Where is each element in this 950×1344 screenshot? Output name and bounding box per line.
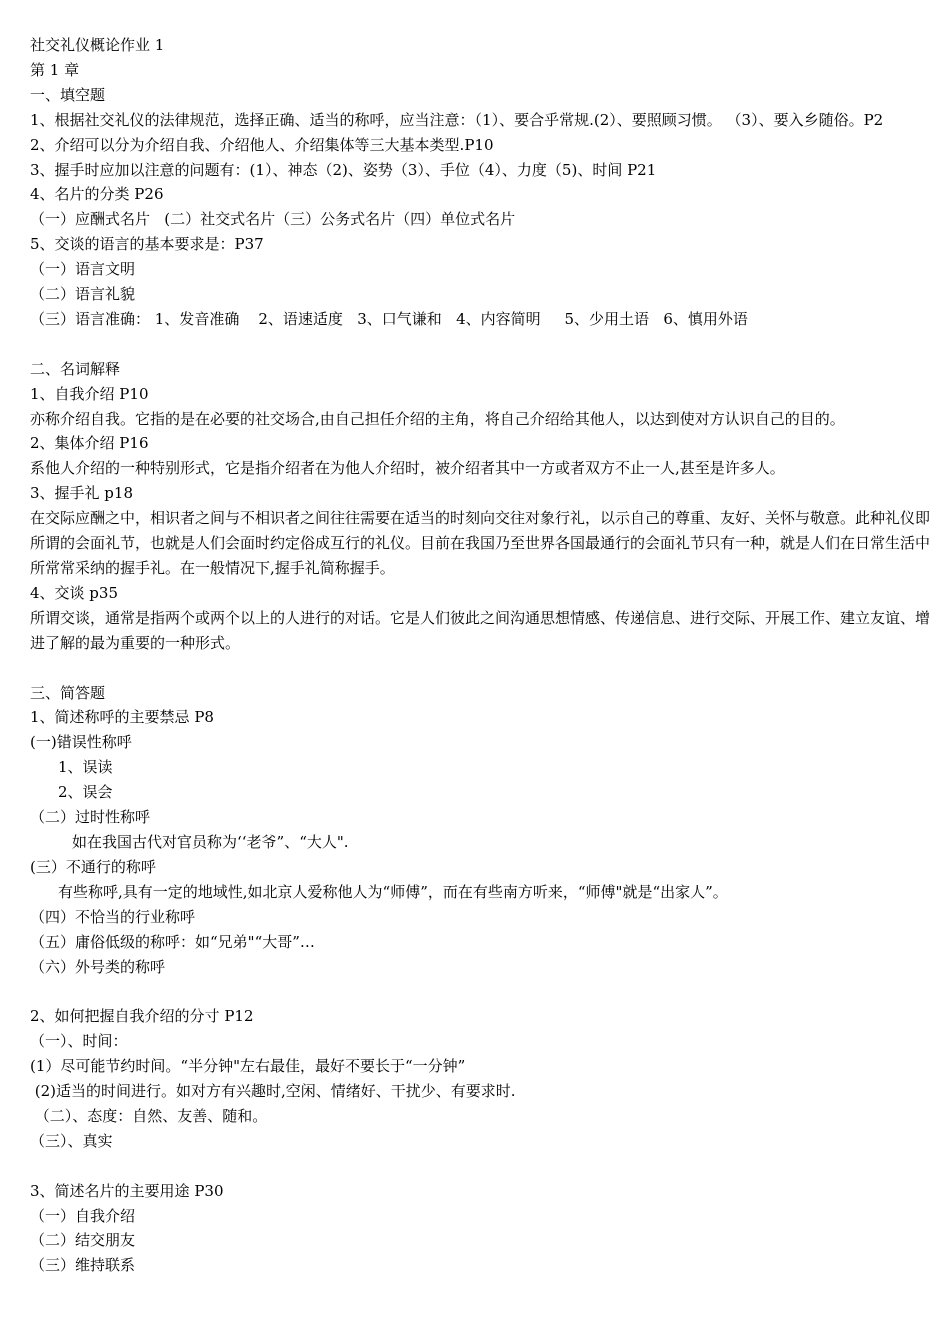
term-heading: 2、集体介绍 P16 [30,434,149,453]
fill-blank-q5-item: （一）语言文明 [30,260,136,279]
document-body [30,33,935,1278]
fill-blank-q4: 4、名片的分类 P26 [30,185,164,204]
answer-subitem: 2、误会 [58,783,113,802]
chapter-heading: 第 1 章 [30,60,80,79]
term-heading: 3、握手礼 p18 [30,484,134,503]
answer-subitem: 如在我国古代对官员称为‘‘老爷”、“大人". [72,832,349,851]
answer-item: （五）庸俗低级的称呼：如“兄弟"“大哥”… [30,932,315,951]
answer-subitem: (2)适当的时间进行。如对方有兴趣时,空闲、情绪好、干扰少、有要求时. [30,1082,516,1101]
answer-item: (一)错误性称呼 [30,733,132,752]
answer-item: （三）维持联系 [30,1256,136,1275]
term-heading: 1、自我介绍 P10 [30,384,149,403]
fill-blank-q2: 2、介绍可以分为介绍自我、介绍他人、介绍集体等三大基本类型.P10 [30,135,494,154]
blank-line [30,979,935,1004]
fill-blank-q3: 3、握手时应加以注意的问题有：(1）、神态（2)、姿势（3）、手位（4）、力度（5)、时间 P21 [30,160,657,179]
answer-item: （二）、态度：自然、友善、随和。 [30,1106,268,1125]
blank-line [30,1154,935,1179]
section-fill-blank-heading: 一、填空题 [30,85,106,104]
answer-subitem: 1、误读 [58,758,113,777]
answer-item: （二）过时性称呼 [30,808,151,827]
fill-blank-q5-item: （二）语言礼貌 [30,285,136,304]
short-answer-q3: 3、简述名片的主要用途 P30 [30,1181,224,1200]
term-heading: 4、交谈 p35 [30,583,119,602]
doc-title: 社交礼仪概论作业 1 [30,36,165,54]
section-terms-heading: 二、名词解释 [30,359,121,378]
answer-subitem: (1）尽可能节约时间。“半分钟"左右最佳，最好不要长于“一分钟” [30,1057,466,1076]
answer-item: （一）、时间： [30,1032,128,1051]
answer-item: （四）不恰当的行业称呼 [30,907,196,926]
fill-blank-q1: 1、根据社交礼仪的法律规范，选择正确、适当的称呼，应当注意：（1）、要合乎常规.(2）、要照顾习惯。 （3）、要入乡随俗。P2 [30,110,884,129]
answer-item: （三）、真实 [30,1131,113,1150]
answer-item: (三）不通行的称呼 [30,857,156,876]
blank-line [30,656,935,681]
blank-line [30,332,935,357]
term-definition: 所谓交谈，通常是指两个或两个以上的人进行的对话。它是人们彼此之间沟通思想情感、传递信息、进行交际、开展工作、建立友谊、增进了解的最为重要的一种形式。 [30,608,931,652]
short-answer-q2: 2、如何把握自我介绍的分寸 P12 [30,1007,254,1026]
term-definition: 系他人介绍的一种特别形式，它是指介绍者在为他人介绍时，被介绍者其中一方或者双方不止一人,甚至是许多人。 [30,459,785,478]
answer-item: （六）外号类的称呼 [30,957,166,976]
fill-blank-q4-answer: （一）应酬式名片 (二）社交式名片（三）公务式名片（四）单位式名片 [30,210,516,229]
answer-item: （一）自我介绍 [30,1206,136,1225]
answer-subitem: 有些称呼,具有一定的地域性,如北京人爱称他人为“师傅”，而在有些南方听来，“师傅"就是“出家人”。 [58,882,728,901]
fill-blank-q5-item: （三）语言准确： 1、发音准确 2、语速适度 3、口气谦和 4、内容简明 5、少用土语 6、慎用外语 [30,309,748,328]
term-definition: 在交际应酬之中，相识者之间与不相识者之间往往需要在适当的时刻向交往对象行礼，以示自己的尊重、友好、关怀与敬意。此种礼仪即所谓的会面礼节，也就是人们会面时约定俗成互行的礼仪。目前在我国乃至世界各国最通行的会面礼节只有一种，就是人们在日常生活中所常常采纳的握手礼。在一般情况下,握手礼简称握手。 [30,509,931,578]
fill-blank-q5: 5、交谈的语言的基本要求是：P37 [30,235,264,254]
short-answer-q1: 1、简述称呼的主要禁忌 P8 [30,708,214,727]
term-definition: 亦称介绍自我。它指的是在必要的社交场合,由自己担任介绍的主角，将自己介绍给其他人，以达到使对方认识自己的目的。 [30,409,845,428]
answer-item: （二）结交朋友 [30,1231,136,1250]
section-short-answer-heading: 三、简答题 [30,683,106,702]
